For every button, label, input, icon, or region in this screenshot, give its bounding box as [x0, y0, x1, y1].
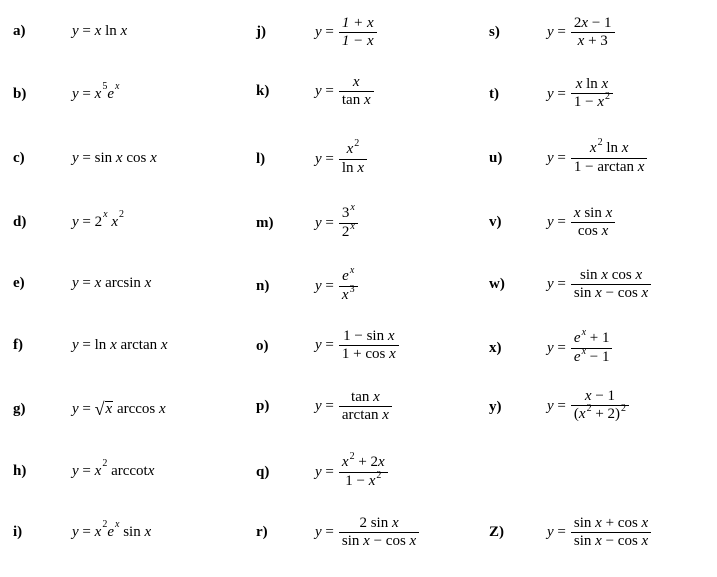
label-s: s) [489, 24, 500, 40]
label-l: l) [256, 151, 266, 167]
label-k: k) [256, 83, 270, 99]
label-t: t) [489, 86, 499, 102]
label-e: e) [13, 275, 25, 291]
label-o: o) [256, 338, 269, 354]
label-r: r) [256, 524, 268, 540]
label-m: m) [256, 215, 274, 231]
label-c: c) [13, 150, 25, 166]
label-u: u) [489, 150, 503, 166]
label-a: a) [13, 23, 26, 39]
label-n: n) [256, 278, 270, 294]
label-i: i) [13, 524, 23, 540]
label-j: j) [256, 24, 266, 40]
label-z: Z) [489, 524, 504, 540]
label-y: y) [489, 399, 502, 415]
label-h: h) [13, 463, 27, 479]
label-q: q) [256, 464, 270, 480]
label-p: p) [256, 398, 270, 414]
label-x: x) [489, 340, 502, 356]
exercise-sheet: a) y = x ln x b) y = x 5 e x c) y = sin x cos x d) y = 2 x x 2 e) y = x arcsin x f) y = ln x arctan x g) y = √ x arccos x h) y = x 2 arccot x i) y = x 2 e x sin x j) y = $\frac{1 + x}{1 - x}$ k) y = $\frac{x}{\text{tan x}}$ l) y = $\frac{x^2}{\text{ln x}}$ m) y = $\frac{3^x}{2^x}$ n) y = $\frac{e^x}{x^3}$ o) y = $\frac{\text{1 − sin x}}{\text{1 + cos x}}$ p) y = $\frac{\text{tan x}}{\text{arctan x}}$ q) y = $\frac{x^2 + 2x}{1 - x^2}$ r) y = $\frac{\text{2 sin x}}{\text{sin x − cos x}}$ s) y = $\frac{2x - 1}{x + 3}$ t) y = $\frac{\text{x ln x}}{1 - x^2}$ u) y = $\frac{x^2 \ln x}{\text{1 − arctan x}}$ v) y = $\frac{\text{x sin x}}{\text{cos x}}$ w) y = $\frac{\text{sin x cos x}}{\text{sin x − cos x}}$ x) y = $\frac{e^x + 1}{e^x - 1}$ y) y = $\frac{x - 1}{(x^2 + 2)^2}$ Z) y = $\frac{\text{sin x + cos x}}{\text{sin x − cos x}}$ [0, 0, 717, 577]
square-root: √ x [94, 399, 113, 419]
label-f: f) [13, 337, 23, 353]
label-v: v) [489, 214, 502, 230]
label-g: g) [13, 401, 26, 417]
label-b: b) [13, 86, 27, 102]
label-w: w) [489, 276, 505, 292]
label-d: d) [13, 214, 27, 230]
